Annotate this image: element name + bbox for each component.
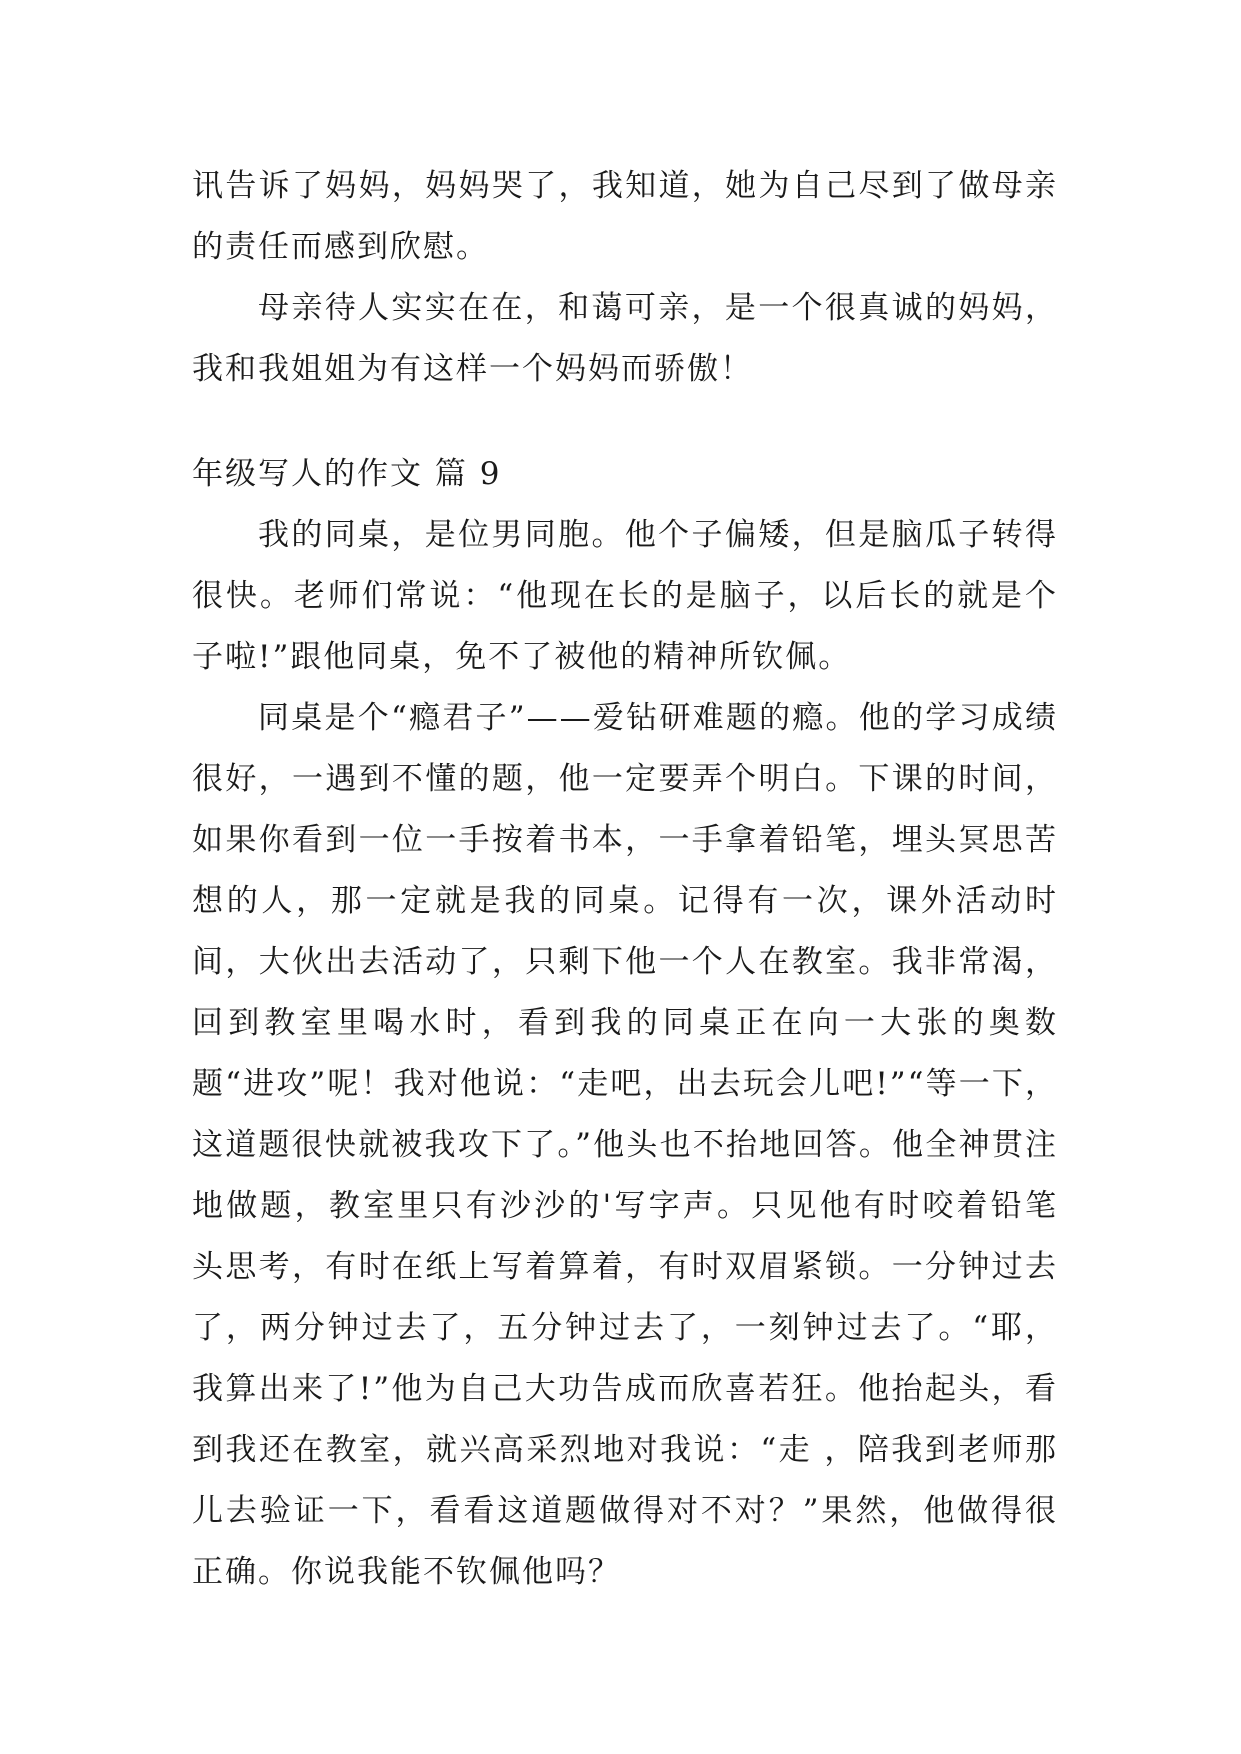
previous-essay-ending	[192, 156, 1058, 400]
paragraph-continued: 讯告诉了妈妈，妈妈哭了，我知道，她为自己尽到了做母亲的责任而感到欣慰。	[192, 168, 1058, 265]
essay-paragraph-1: 我的同桌，是位男同胞。他个子偏矮，但是脑瓜子转得很快。老师们常说：“他现在长的是脑子，以后长的就是个子啦!”跟他同桌，免不了被他的精神所钦佩。	[192, 517, 1058, 675]
paragraph-conclusion: 母亲待人实实在在，和蔼可亲，是一个很真诚的妈妈，我和我姐姐为有这样一个妈妈而骄傲！	[192, 290, 1058, 387]
essay-paragraph-2: 同桌是个“瘾君子”——爱钻研难题的瘾。他的学习成绩很好，一遇到不懂的题，他一定要弄个明白。下课的时间，如果你看到一位一手按着书本，一手拿着铅笔，埋头冥思苦想的人，那一定就是我的同桌。记得有一次，课外活动时间，大伙出去活动了，只剩下他一个人在教室。我非常渴，回到教室里喝水时，看到我的同桌正在向一大张的奥数题“进攻”呢！我对他说：“走吧，出去玩会儿吧!”“等一下， 这道题很快就被我攻下了。”他头也不抬地回答。他全神贯注地做题，教室里只有沙沙的'写字声。只见他有时咬着铅笔头思考，有时在纸上写着算着，有时双眉紧锁。一分钟过去了，两分钟过去了，五分钟过去了，一刻钟过去了。“耶，我算出来了!”他为自己大功告成而欣喜若狂。他抬起头，看到我还在教室，就兴高采烈地对我说：“走 ，陪我到老师那儿去验证一下，看看这道题做得对不对？”果然，他做得很正确。你说我能不钦佩他吗？	[192, 700, 1058, 1590]
essay-section	[192, 444, 1058, 1603]
essay-heading: 年级写人的作文 篇 9	[192, 456, 502, 492]
